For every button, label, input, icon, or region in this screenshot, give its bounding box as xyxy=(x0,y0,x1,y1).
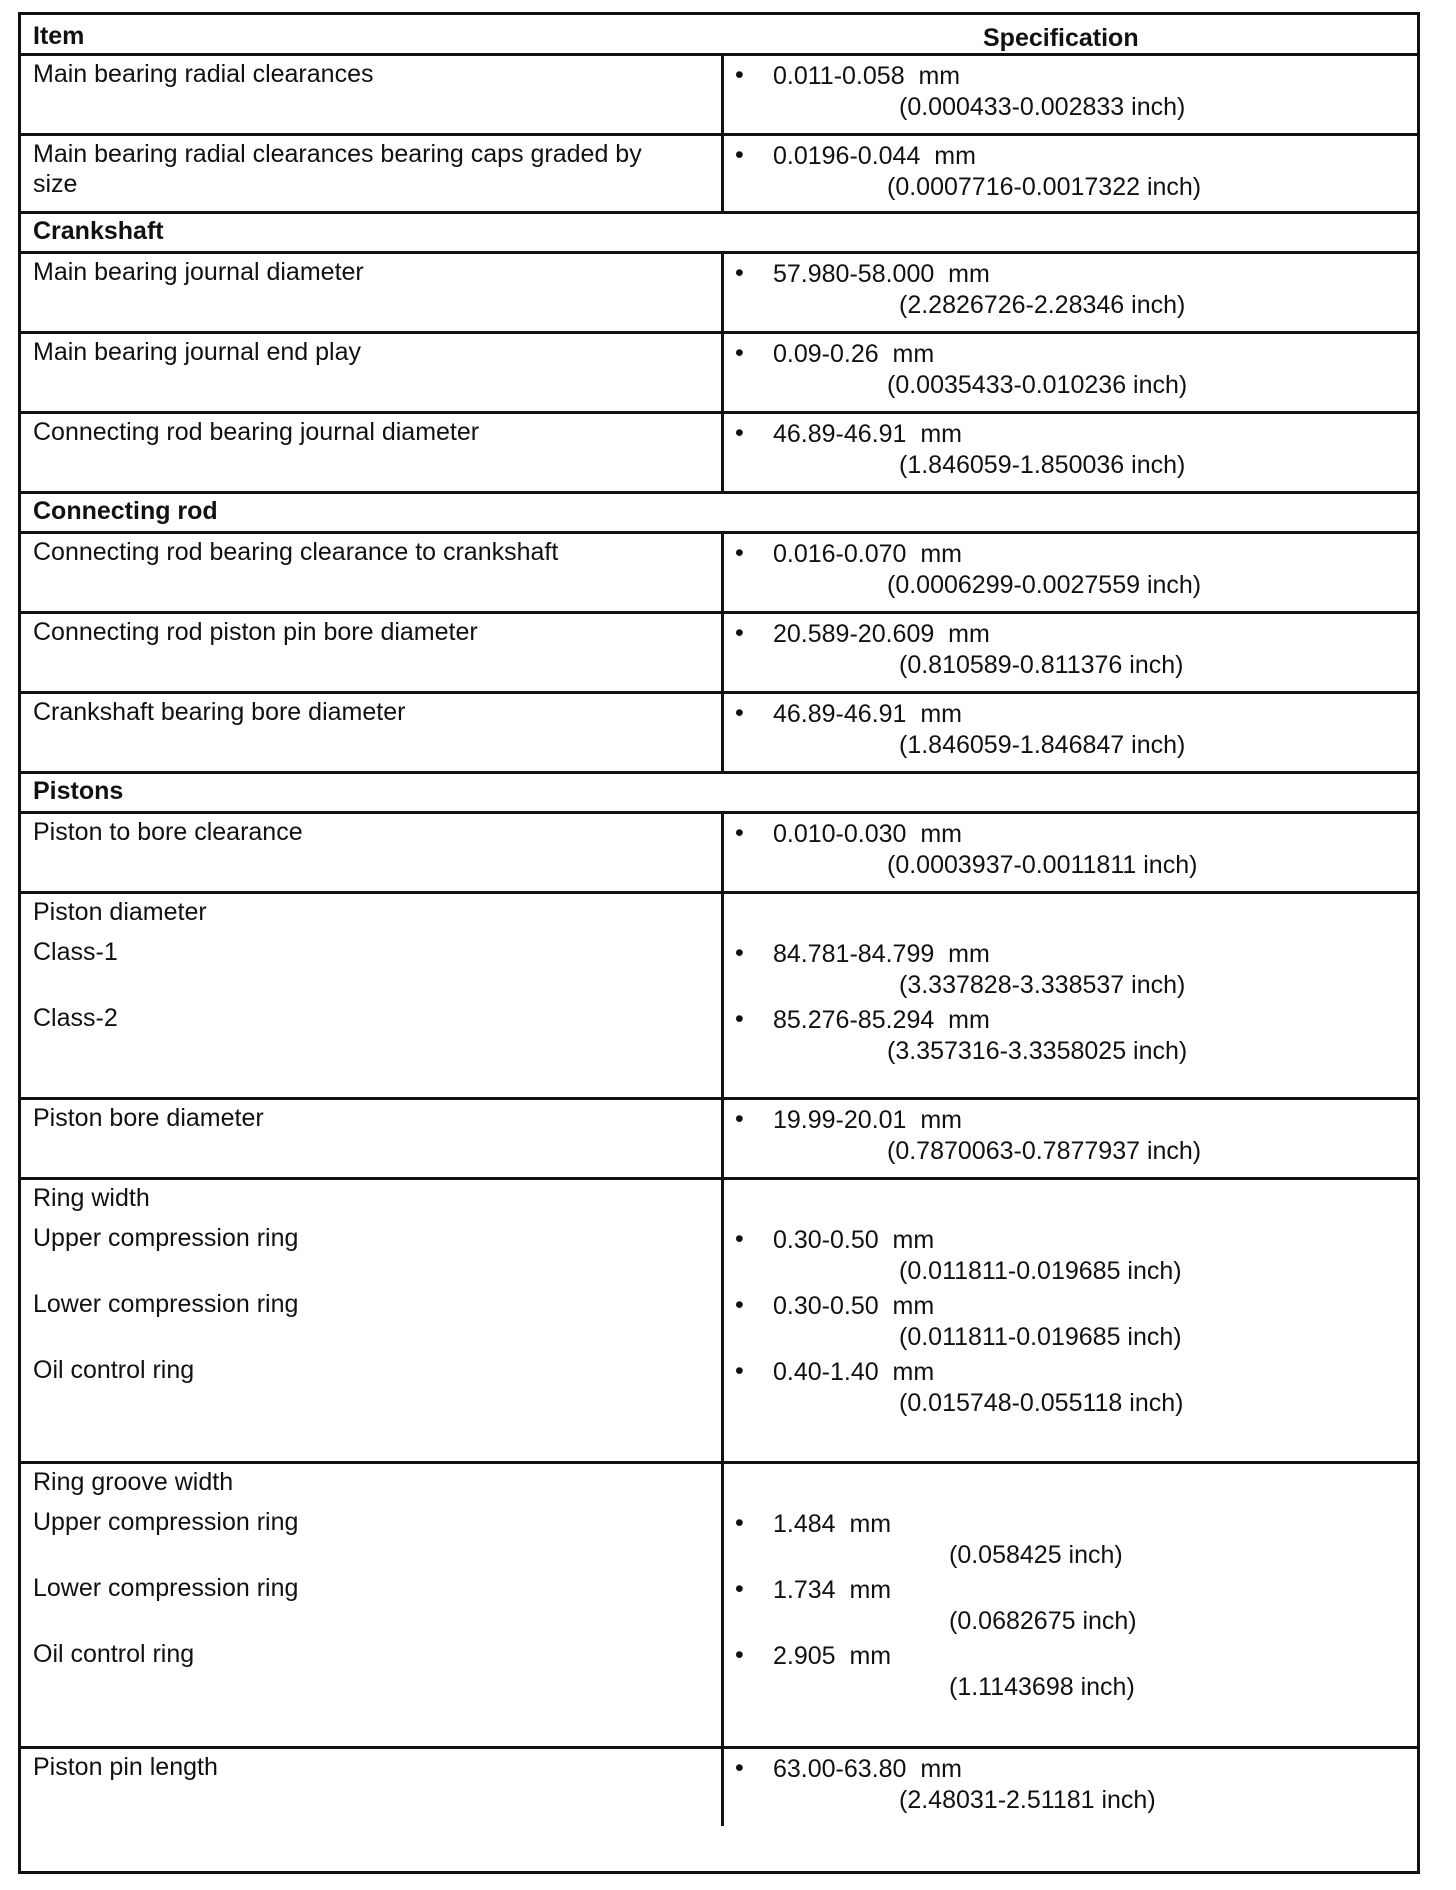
bullet-icon: • xyxy=(735,259,744,287)
spec-inch-value: (0.0682675 inch) xyxy=(949,1607,1137,1635)
bullet-icon: • xyxy=(735,1291,744,1319)
item-group-label: Ring groove width xyxy=(33,1468,234,1496)
spec-mm-value: 0.40-1.40 mm xyxy=(773,1358,935,1386)
spec-table xyxy=(18,12,1420,1874)
spec-inch-value: (0.0035433-0.010236 inch) xyxy=(887,371,1188,399)
sub-item-label: Class-2 xyxy=(33,1004,118,1032)
bullet-icon: • xyxy=(735,819,744,847)
item-label: Connecting rod piston pin bore diameter xyxy=(33,618,478,646)
row-divider xyxy=(21,611,1417,614)
item-label: Piston pin length xyxy=(33,1753,218,1781)
spec-inch-value: (0.7870063-0.7877937 inch) xyxy=(887,1137,1202,1165)
spec-mm-value: 19.99-20.01 mm xyxy=(773,1106,962,1134)
item-label: Piston to bore clearance xyxy=(33,818,303,846)
header-specification: Specification xyxy=(983,24,1139,52)
bullet-icon: • xyxy=(735,141,744,169)
row-divider xyxy=(21,811,1417,814)
spec-inch-value: (0.015748-0.055118 inch) xyxy=(899,1389,1184,1417)
column-divider xyxy=(721,331,724,411)
spec-mm-value: 0.30-0.50 mm xyxy=(773,1226,935,1254)
column-divider xyxy=(721,411,724,491)
spec-mm-value: 0.09-0.26 mm xyxy=(773,340,935,368)
item-label: Connecting rod bearing journal diameter xyxy=(33,418,480,446)
sub-item-label: Lower compression ring xyxy=(33,1574,299,1602)
spec-mm-value: 0.0196-0.044 mm xyxy=(773,142,976,170)
row-divider xyxy=(21,1461,1417,1464)
item-label: Main bearing radial clearances bearing caps graded by size xyxy=(33,140,642,198)
row-divider xyxy=(21,411,1417,414)
section-heading: Crankshaft xyxy=(33,217,164,245)
spec-mm-value: 0.016-0.070 mm xyxy=(773,540,962,568)
bullet-icon: • xyxy=(735,939,744,967)
item-group-label: Ring width xyxy=(33,1184,150,1212)
spec-inch-value: (3.337828-3.338537 inch) xyxy=(899,971,1186,999)
spec-inch-value: (1.846059-1.850036 inch) xyxy=(899,451,1186,479)
row-divider xyxy=(21,331,1417,334)
item-label: Crankshaft bearing bore diameter xyxy=(33,698,406,726)
column-divider xyxy=(721,251,724,331)
bullet-icon: • xyxy=(735,61,744,89)
bullet-icon: • xyxy=(735,1509,744,1537)
item-label: Piston bore diameter xyxy=(33,1104,264,1132)
spec-mm-value: 0.010-0.030 mm xyxy=(773,820,962,848)
spec-inch-value: (0.011811-0.019685 inch) xyxy=(899,1257,1182,1285)
column-divider xyxy=(721,811,724,891)
spec-inch-value: (0.810589-0.811376 inch) xyxy=(899,651,1184,679)
bullet-icon: • xyxy=(735,1225,744,1253)
column-divider xyxy=(721,133,724,211)
row-divider xyxy=(21,251,1417,254)
bullet-icon: • xyxy=(735,339,744,367)
spec-mm-value: 57.980-58.000 mm xyxy=(773,260,990,288)
bullet-icon: • xyxy=(735,1641,744,1669)
item-label: Connecting rod bearing clearance to crankshaft xyxy=(33,538,559,566)
spec-mm-value: 46.89-46.91 mm xyxy=(773,420,962,448)
row-divider xyxy=(21,771,1417,774)
column-divider xyxy=(721,1097,724,1177)
spec-inch-value: (0.0006299-0.0027559 inch) xyxy=(887,571,1202,599)
spec-inch-value: (0.011811-0.019685 inch) xyxy=(899,1323,1182,1351)
column-divider xyxy=(721,1746,724,1826)
spec-inch-value: (1.1143698 inch) xyxy=(949,1673,1135,1701)
item-label: Main bearing journal diameter xyxy=(33,258,364,286)
spec-inch-value: (3.357316-3.3358025 inch) xyxy=(887,1037,1188,1065)
spec-inch-value: (0.000433-0.002833 inch) xyxy=(899,93,1186,121)
sub-item-label: Upper compression ring xyxy=(33,1224,299,1252)
row-divider xyxy=(21,1177,1417,1180)
spec-mm-value: 1.734 mm xyxy=(773,1576,892,1604)
item-label: Main bearing journal end play xyxy=(33,338,361,366)
column-divider xyxy=(721,531,724,611)
column-divider xyxy=(721,1461,724,1746)
bullet-icon: • xyxy=(735,1575,744,1603)
row-divider xyxy=(21,691,1417,694)
row-divider xyxy=(21,211,1417,214)
column-divider xyxy=(721,611,724,691)
spec-mm-value: 46.89-46.91 mm xyxy=(773,700,962,728)
bullet-icon: • xyxy=(735,539,744,567)
item-group-label: Piston diameter xyxy=(33,898,207,926)
bullet-icon: • xyxy=(735,619,744,647)
section-heading: Pistons xyxy=(33,777,124,805)
column-divider xyxy=(721,53,724,133)
item-label: Main bearing radial clearances xyxy=(33,60,374,88)
row-divider xyxy=(21,491,1417,494)
sub-item-label: Upper compression ring xyxy=(33,1508,299,1536)
sub-item-label: Lower compression ring xyxy=(33,1290,299,1318)
bullet-icon: • xyxy=(735,1754,744,1782)
spec-mm-value: 63.00-63.80 mm xyxy=(773,1755,962,1783)
column-divider xyxy=(721,891,724,1097)
bullet-icon: • xyxy=(735,1357,744,1385)
spec-mm-value: 20.589-20.609 mm xyxy=(773,620,990,648)
spec-inch-value: (2.48031-2.51181 inch) xyxy=(899,1786,1156,1814)
section-heading: Connecting rod xyxy=(33,497,218,525)
row-divider xyxy=(21,531,1417,534)
header-item: Item xyxy=(33,22,85,50)
bullet-icon: • xyxy=(735,1005,744,1033)
sub-item-label: Oil control ring xyxy=(33,1640,195,1668)
column-divider xyxy=(721,1177,724,1461)
spec-inch-value: (1.846059-1.846847 inch) xyxy=(899,731,1186,759)
row-divider xyxy=(21,891,1417,894)
sub-item-label: Class-1 xyxy=(33,938,118,966)
row-divider xyxy=(21,1097,1417,1100)
spec-mm-value: 2.905 mm xyxy=(773,1642,892,1670)
spec-mm-value: 85.276-85.294 mm xyxy=(773,1006,990,1034)
row-divider xyxy=(21,1746,1417,1749)
spec-mm-value: 84.781-84.799 mm xyxy=(773,940,990,968)
sub-item-label: Oil control ring xyxy=(33,1356,195,1384)
spec-inch-value: (0.058425 inch) xyxy=(949,1541,1123,1569)
spec-mm-value: 0.011-0.058 mm xyxy=(773,62,961,90)
bullet-icon: • xyxy=(735,419,744,447)
bullet-icon: • xyxy=(735,699,744,727)
spec-mm-value: 1.484 mm xyxy=(773,1510,892,1538)
bullet-icon: • xyxy=(735,1105,744,1133)
spec-inch-value: (0.0003937-0.0011811 inch) xyxy=(887,851,1198,879)
row-divider xyxy=(21,133,1417,136)
spec-inch-value: (0.0007716-0.0017322 inch) xyxy=(887,173,1202,201)
header-divider xyxy=(21,53,1417,56)
spec-inch-value: (2.2826726-2.28346 inch) xyxy=(899,291,1186,319)
column-divider xyxy=(721,691,724,771)
spec-mm-value: 0.30-0.50 mm xyxy=(773,1292,935,1320)
